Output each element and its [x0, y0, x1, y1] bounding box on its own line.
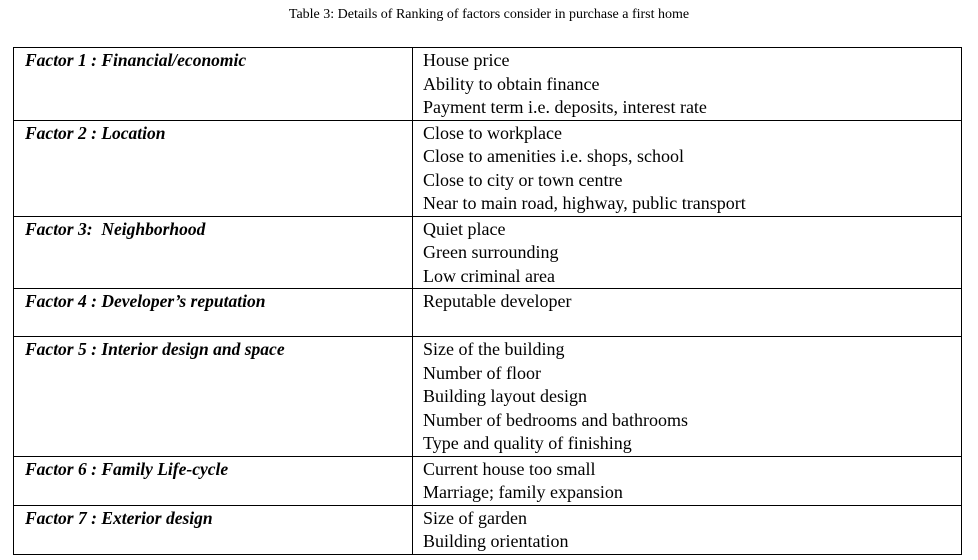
factor-label: Factor 5 : Interior design and space: [25, 339, 285, 359]
factor-label: Factor 6 : Family Life-cycle: [25, 458, 229, 479]
table-caption: Table 3: Details of Ranking of factors consider in purchase a first home: [288, 7, 690, 22]
items-cell: [413, 456, 962, 505]
factor-cell: [14, 456, 413, 505]
table-row: [14, 216, 962, 289]
factor-item: Ability to obtain finance: [423, 73, 600, 94]
items-cell: [413, 505, 962, 554]
factor-item: Quiet place: [423, 218, 506, 239]
factor-cell: [14, 120, 413, 216]
factor-item: Type and quality of finishing: [423, 433, 632, 453]
factor-item: Close to amenities i.e. shops, school: [423, 146, 684, 166]
factor-item: Low criminal area: [423, 265, 555, 286]
factor-cell: [14, 216, 413, 289]
factor-label: Factor 1 : Financial/economic: [25, 50, 247, 70]
table-row: [14, 120, 962, 216]
factor-item: Green surrounding: [423, 242, 559, 262]
table-row: [14, 337, 962, 457]
table-row: [14, 48, 962, 121]
factor-item: House price: [423, 50, 510, 70]
factor-item: Close to city or town centre: [423, 169, 623, 190]
factor-item: Building orientation: [423, 531, 569, 551]
factor-label: Factor 7 : Exterior design: [25, 507, 213, 528]
factor-item: Reputable developer: [423, 291, 572, 311]
factor-item: Size of the building: [423, 339, 565, 359]
factor-item: Size of garden: [423, 507, 527, 528]
items-cell: [413, 289, 962, 337]
factor-item: Close to workplace: [423, 122, 562, 143]
factor-item: Payment term i.e. deposits, interest rate: [423, 97, 707, 117]
table-row: [14, 289, 962, 337]
factors-table: [13, 47, 962, 555]
factor-cell: [14, 505, 413, 554]
factor-label: Factor 3: Neighborhood: [25, 218, 206, 239]
factor-label: Factor 2 : Location: [25, 122, 166, 143]
factor-cell: [14, 289, 413, 337]
factor-cell: [14, 48, 413, 121]
items-cell: [413, 337, 962, 457]
factor-item: Marriage; family expansion: [423, 482, 623, 502]
factor-item: Current house too small: [423, 458, 596, 479]
factor-item: Near to main road, highway, public transport: [423, 193, 746, 213]
factor-item: Number of floor: [423, 362, 541, 383]
table-row: [14, 505, 962, 554]
items-cell: [413, 216, 962, 289]
items-cell: [413, 48, 962, 121]
factor-item: Number of bedrooms and bathrooms: [423, 409, 688, 430]
factor-label: Factor 4 : Developer’s reputation: [25, 291, 266, 311]
factor-item: Building layout design: [423, 386, 587, 406]
factor-cell: [14, 337, 413, 457]
table-row: [14, 456, 962, 505]
items-cell: [413, 120, 962, 216]
